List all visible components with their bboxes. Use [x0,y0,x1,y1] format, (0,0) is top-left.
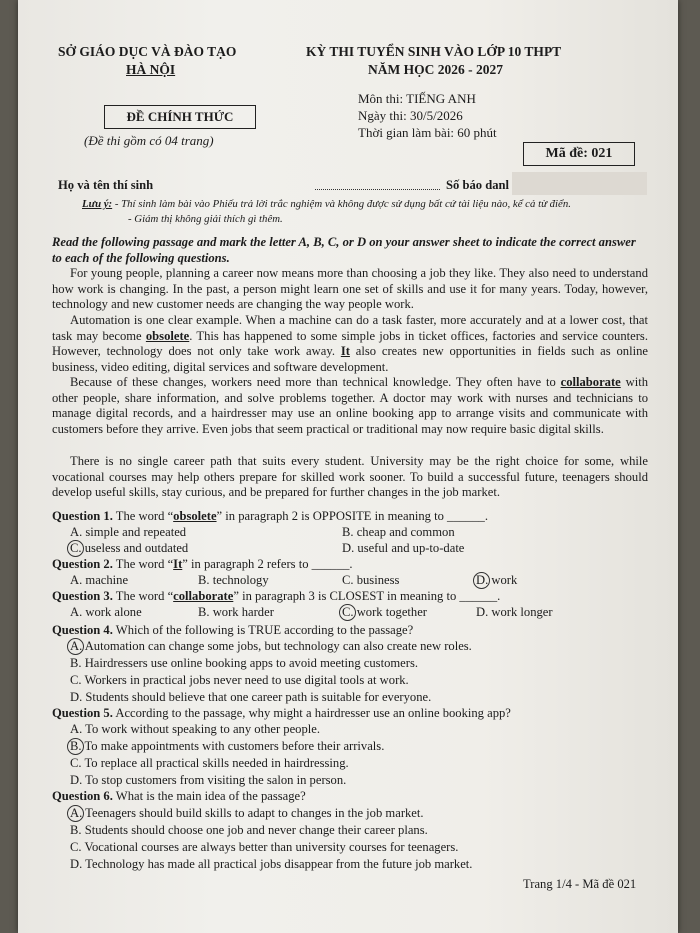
q6-option-d[interactable]: D. Technology has made all practical jobs disappear from the future job market. [70,857,473,871]
redacted-area [512,172,647,195]
question-5: Question 5. According to the passage, why might a hairdresser use an online booking app? [52,706,511,720]
q2-option-b[interactable]: B. technology [198,573,269,587]
passage-paragraph-3: Because of these changes, workers need more than technical knowledge. They often have to collaborate with other people, share information, and solve problems together. A doctor may work with nurses and technicians to manage digital records, and a hairdresser may use an online booking app to arrange visits and communicate with customers before they arrive. Even jobs that seem practical or traditional may now require basic digital skills. [52,375,648,436]
q3-option-c[interactable]: C. work together [342,605,427,619]
subject-line [358,91,476,107]
q6-option-a[interactable]: A. Teenagers should build skills to adapt to changes in the job market. [70,806,424,820]
notes-line2: - Giám thị không giải thích gì thêm. [128,213,283,225]
q5-answer-circle [67,738,84,755]
q4-option-b[interactable]: B. Hairdressers use online booking apps to avoid meeting customers. [70,656,419,670]
q4-option-c[interactable]: C. Workers in practical jobs never need to use digital tools at work. [70,673,409,687]
department-name: SỞ GIÁO DỤC VÀ ĐÀO TẠO [58,44,237,59]
question-4: Question 4. Which of the following is TRUE according to the passage? [52,623,414,637]
q1-option-a[interactable]: A. simple and repeated [70,525,187,539]
pages-note: (Đề thi gồm có 04 trang) [84,133,214,148]
question-1: Question 1. The word “obsolete” in paragraph 2 is OPPOSITE in meaning to ______. [52,509,488,523]
q1-answer-circle [67,540,84,557]
passage-paragraph-2: Automation is one clear example. When a machine can do a task faster, more accurately and at a lower cost, that task may become obsolete. This has happened to some simple jobs in ticket offices, factories and service counters. However, technology does not only take work away. It also creates new opportunities in fields such as online business, video editing, digital services and software development. [52,313,648,374]
keyword-collaborate: collaborate [560,375,621,389]
q5-option-b[interactable]: B. To make appointments with customers before their arrivals. [70,739,385,753]
q2-option-c[interactable]: C. business [342,573,400,587]
q3-option-a[interactable]: A. work alone [70,605,142,619]
candidate-number-label: Số báo danl [446,178,509,192]
notes-label: Lưu ý: [82,198,113,210]
q6-option-b[interactable]: B. Students should choose one job and never change their career plans. [70,823,428,837]
q1-option-c[interactable]: C. useless and outdated [70,541,189,555]
school-year: NĂM HỌC 2026 - 2027 [368,62,503,77]
q3-option-b[interactable]: B. work harder [198,605,274,619]
q4-answer-circle [67,638,84,655]
q2-answer-circle [473,572,490,589]
exam-date: Ngày thi: 30/5/2026 [358,108,463,123]
instruction: Read the following passage and mark the letter A, B, C, or D on your answer sheet to indicate the correct answer to each of the following questions. [52,235,636,265]
exam-duration: Thời gian làm bài: 60 phút [358,125,497,140]
official-label: ĐỀ CHÍNH THỨC [104,105,256,129]
q1-option-b[interactable]: B. cheap and common [342,525,455,539]
question-3: Question 3. The word “collaborate” in paragraph 3 is CLOSEST in meaning to ______. [52,589,501,603]
q3-answer-circle [339,604,356,621]
passage-paragraph-1: For young people, planning a career now means more than choosing a job they like. They also need to understand how work is changing. In the past, a person might learn one set of skills and use it for many years. Today, however, technology and new customer needs are changing the way people work. [52,266,648,312]
exam-paper [18,0,678,933]
q5-option-c[interactable]: C. To replace all practical skills needed in hairdressing. [70,756,349,770]
keyword-it: It [340,344,350,359]
q2-option-d[interactable]: D. work [476,573,518,587]
exam-title: KỲ THI TUYỂN SINH VÀO LỚP 10 THPT [306,44,562,59]
page-footer: Trang 1/4 - Mã đề 021 [523,877,637,891]
keyword-obsolete: obsolete [145,328,190,343]
question-6: Question 6. What is the main idea of the passage? [52,789,306,803]
subject: Môn thi: TIẾNG ANH [358,91,476,106]
q3-option-d[interactable]: D. work longer [476,605,553,619]
q6-option-c[interactable]: C. Vocational courses are always better than university courses for teenagers. [70,840,459,854]
candidate-name-line [315,189,440,190]
department-city: HÀ NỘI [126,62,176,77]
q4-option-a[interactable]: A. Automation can change some jobs, but technology can also create new roles. [70,639,472,653]
q6-answer-circle [67,805,84,822]
question-2: Question 2. The word “It” in paragraph 2 refers to ______. [52,557,353,571]
q5-option-d[interactable]: D. To stop customers from visiting the salon in person. [70,773,347,787]
q4-option-d[interactable]: D. Students should believe that one career path is suitable for everyone. [70,690,432,704]
candidate-name-label: Họ và tên thí sinh [58,178,154,192]
q5-option-a[interactable]: A. To work without speaking to any other people. [70,722,321,736]
passage-paragraph-4: There is no single career path that suits every student. University may be the right choice for some, while vocational courses may help others prepare for skilled work sooner. To build a successful future, teenagers should develop useful skills, stay curious, and be prepared for further changes in the job market. [52,454,648,500]
q1-option-d[interactable]: D. useful and up-to-date [342,541,465,555]
q2-option-a[interactable]: A. machine [70,573,129,587]
notes-line1: Lưu ý: - Thí sinh làm bài vào Phiếu trả lời trắc nghiệm và không được sử dụng bất cứ tài liệu nào, kể cả từ điển. [82,198,571,210]
exam-code-box: Mã đề: 021 [523,142,635,166]
